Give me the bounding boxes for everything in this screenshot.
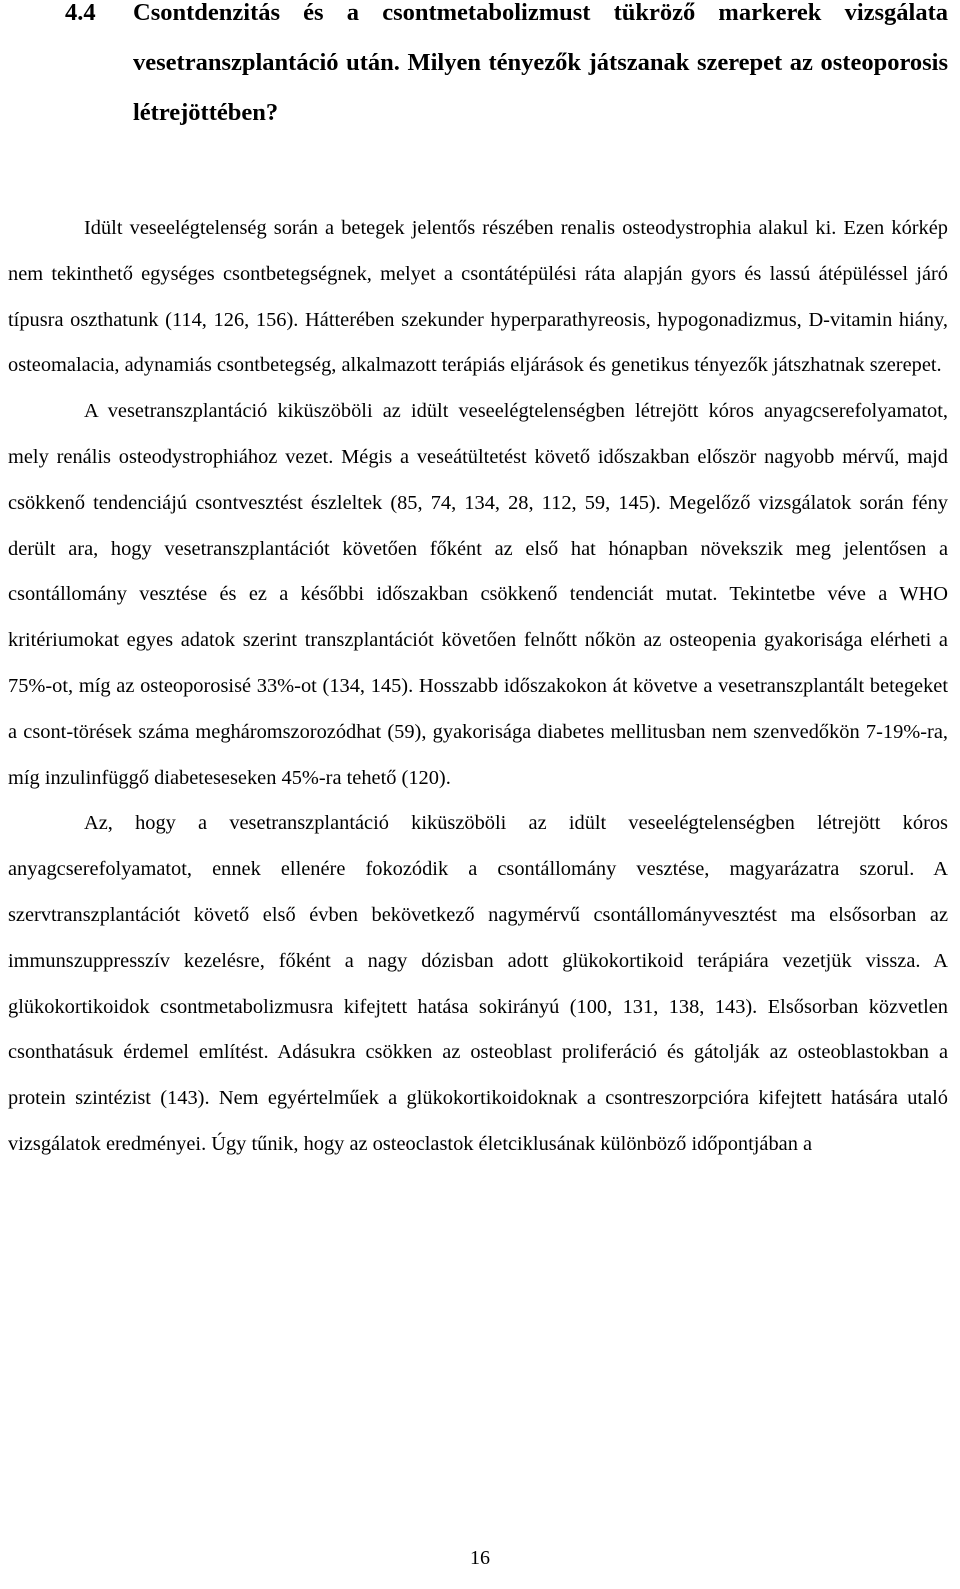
paragraph: A vesetranszplantáció kiküszöböli az idült veseelégtelenségben létrejött kóros anyagcserefolyamatot, mely renális osteodystrophiához vezet. Mégis a veseátültetést követő időszakban először nagyobb mérvű, majd csökkenő tendenciájú csontvesztést észleltek (85, 74, 134, 28, 112, 59, 145). Megelőző vizsgálatok során fény derült ara, hogy vesetranszplantációt követően főként az első hat hónapban növekszik meg jelentősen a csontállomány vesztése és ez a későbbi időszakban csökkenő tendenciát mutat. Tekintetbe véve a WHO kritériumokat egyes adatok szerint transzplantációt követően felnőtt nőkön az osteopenia gyakorisága elérheti a 75%-ot, míg az osteoporosisé 33%-ot (134, 145). Hosszabb időszakokon át követve a vesetranszplantált betegeket a csont-törések száma megháromszorozódhat (59), gyakorisága diabetes mellitusban nem szenvedőkön 7-19%-ra, míg inzulinfüggő diabeteseseken 45%-ra tehető (120). <box>8 400 948 789</box>
body-text <box>8 206 948 1168</box>
paragraph: Az, hogy a vesetranszplantáció kiküszöböli az idült veseelégtelenségben létrejött kóros anyagcserefolyamatot, ennek ellenére fokozódik a csontállomány vesztése, magyarázatra szorul. A szervtranszplantációt követő első évben bekövetkező nagymérvű csontállományvesztést ma elsősorban az immunszuppresszív kezelésre, főként a nagy dózisban adott glükokortikoid terápiára vezetjük vissza. A glükokortikoidok csontmetabolizmusra kifejtett hatása sokirányú (100, 131, 138, 143). Elsősorban közvetlen csonthatásuk érdemel említést. Adásukra csökken az osteoblast proliferáció és gátolják az osteoblastokban a protein szintézist (143). Nem egyértelműek a glükokortikoidoknak a csontreszorpcióra kifejtett hatására utaló vizsgálatok eredményei. Úgy tűnik, hogy az osteoclastok életciklusának különböző időpontjában a <box>8 812 948 1155</box>
page-number: 16 <box>470 1547 490 1569</box>
paragraph: Idült veseelégtelenség során a betegek jelentős részében renalis osteodystrophia alakul ki. Ezen kórkép nem tekinthető egységes csontbetegségnek, melyet a csontátépülési ráta alapján gyors és lassú átépüléssel járó típusra oszthatunk (114, 126, 156). Hátterében szekunder hyperparathyreosis, hypogonadizmus, D-vitamin hiány, osteomalacia, adynamiás csontbetegség, alkalmazott terápiás eljárások és genetikus tényezők játszhatnak szerepet. <box>8 217 948 377</box>
section-number: 4.4 <box>65 0 96 26</box>
section-title: Csontdenzitás és a csontmetabolizmust tükröző markerek vizsgálata vesetranszplantáció után. Milyen tényezők játszanak szerepet az osteoporosis létrejöttében? <box>133 0 948 126</box>
